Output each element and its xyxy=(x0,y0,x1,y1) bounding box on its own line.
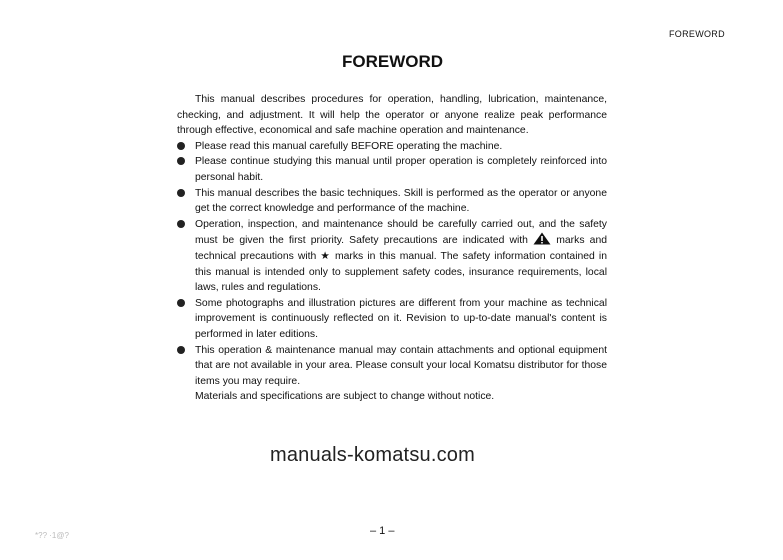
bullet-item xyxy=(177,139,607,155)
bullet-text-before-icon: Operation, inspection, and maintenance should be carefully carried out, and the safety must be given the first priority. Safety precautions are indicated with xyxy=(195,218,607,247)
bullet-text: Please continue studying this manual until proper operation is completely reinforced into personal habit. xyxy=(195,156,607,183)
page-title-text: FOREWORD xyxy=(341,52,444,71)
bullet-icon xyxy=(177,189,185,197)
bullet-text: Please read this manual carefully BEFORE operating the machine. xyxy=(195,140,503,152)
page-title xyxy=(0,52,783,72)
bullet-text-after-icon: marks and technical precautions with ★ marks in this manual. The safety information contained in this manual is intended only to supplement safety codes, insurance requirements, local laws, rules and regulations. xyxy=(195,235,608,294)
bullet-icon xyxy=(177,142,185,150)
footer-code: *?? ·1@? xyxy=(35,531,69,540)
bullet-text: This manual describes the basic techniques. Skill is performed as the operator or anyone get the correct knowledge and performance of the machine. xyxy=(195,187,607,215)
foreword-body xyxy=(177,92,607,405)
bullet-item xyxy=(177,154,607,185)
bullet-item xyxy=(177,217,607,296)
bullet-icon xyxy=(177,299,185,307)
page-number: – 1 – xyxy=(370,525,395,537)
warning-triangle-icon xyxy=(533,232,551,245)
bullet-list xyxy=(177,139,607,390)
bullet-text: Some photographs and illustration pictures are different from your machine as technical improvement is continuously reflected on it. Revision to up-to-date manual's content is performed in later editions. xyxy=(195,297,607,340)
bullet-icon xyxy=(177,220,185,228)
bullet-item xyxy=(177,186,607,217)
bullet-text: This operation & maintenance manual may contain attachments and optional equipment that are not available in your area. Please consult your local Komatsu distributor for those items you may require. xyxy=(195,344,607,387)
closing-line: Materials and specifications are subject to change without notice. xyxy=(195,391,495,403)
bullet-icon xyxy=(177,346,185,354)
bullet-item xyxy=(177,296,607,343)
watermark: manuals-komatsu.com xyxy=(270,444,475,466)
bullet-item xyxy=(177,343,607,390)
intro-paragraph: This manual describes procedures for operation, handling, lubrication, maintenance, checking, and adjustment. It will help the operator or anyone realize peak performance through effective, economical and safe machine operation and maintenance. xyxy=(177,94,607,137)
running-header: FOREWORD xyxy=(669,29,725,39)
bullet-icon xyxy=(177,157,185,165)
